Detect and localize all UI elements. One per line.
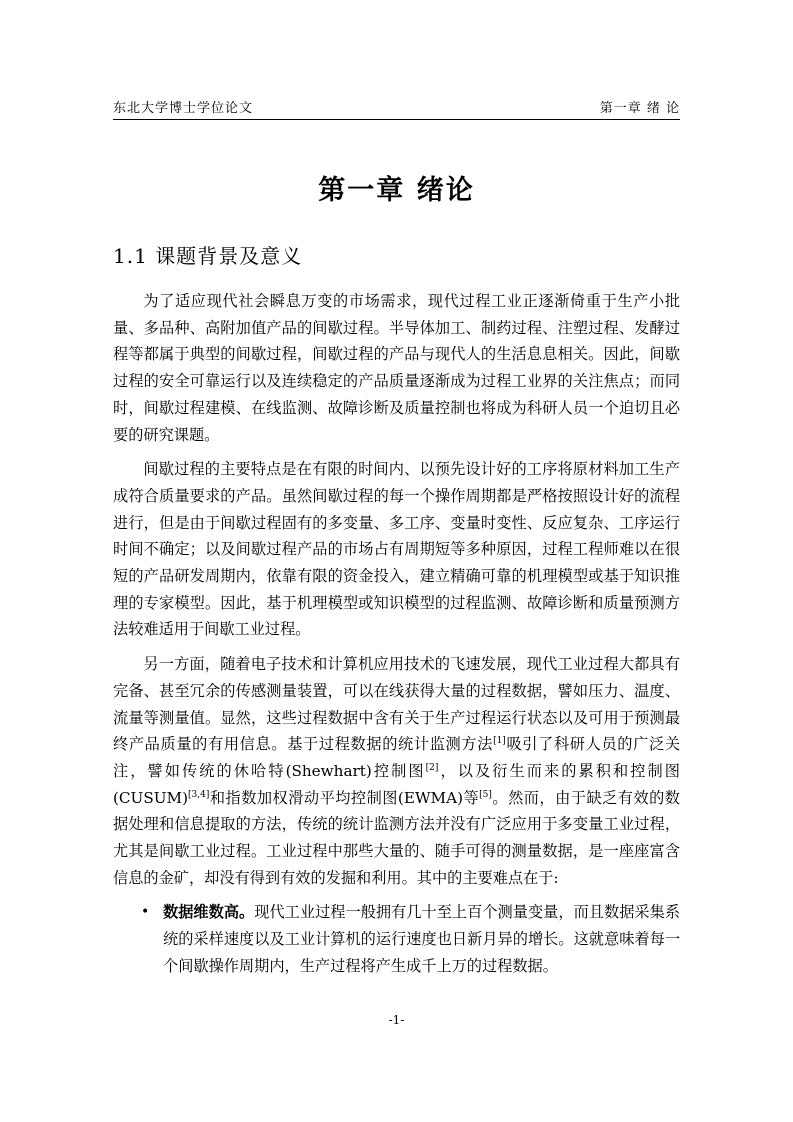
paragraph-3-text: 另一方面，随着电子技术和计算机应用技术的飞速发展，现代工业过程大都具有完备、甚至冗余的传感测量装置，可以在线获得大量的过程数据，譬如压力、温度、流量等测量值。显然，这些过程数据中含有关于生产过程运行状态以及可用于预测最终产品质量的有用信息。基于过程数据的统计监测方法	[113, 655, 680, 754]
citation-ref: [1]	[493, 736, 506, 747]
bullet-lead: 数据维数高。	[163, 903, 255, 922]
paragraph-3	[113, 651, 680, 891]
paragraph-3-text: ，以及衍生而来的累积和控制图(CUSUM)	[113, 761, 680, 807]
paragraph-3-text: 吸引了科研人员的广泛关注，譬如传统的休哈特(Shewhart)控制图	[113, 735, 681, 780]
header-chapter-label: 第一章 绪 论	[599, 101, 680, 116]
paragraph-3-text: 。然而，由于缺乏有效的数据处理和信息提取的方法，传统的统计监测方法并没有广泛应用于多变量工业过程，尤其是间歇工业过程。工业过程中那些大量的、随手可得的测量数据，是一座座富含信息的金矿，却没有得到有效的发掘和利用。其中的主要难点在于:	[113, 788, 680, 887]
citation-ref: [2]	[425, 762, 439, 773]
paragraph-1: 为了适应现代社会瞬息万变的市场需求，现代过程工业正逐渐倚重于生产小批量、多品种、高附加值产品的间歇过程。半导体加工、制药过程、注塑过程、发酵过程等都属于典型的间歇过程，间歇过程的产品与现代人的生活息息相关。因此，间歇过程的安全可靠运行以及连续稳定的产品质量逐渐成为过程工业界的关注焦点；而同时，间歇过程建模、在线监测、故障诊断及质量控制也将成为科研人员一个迫切且必要的研究课题。	[113, 292, 680, 444]
chapter-title: 第一章 绪论	[318, 175, 475, 206]
bullet-item	[113, 899, 680, 979]
section-heading: 1.1 课题背景及意义	[113, 244, 303, 268]
paragraph-3-text: 和指数加权滑动平均控制图(EWMA)等	[209, 788, 480, 807]
citation-ref: [5]	[479, 789, 492, 800]
header-thesis-title: 东北大学博士学位论文	[113, 101, 254, 116]
paragraph-2: 间歇过程的主要特点是在有限的时间内、以预先设计好的工序将原材料加工生产成符合质量要求的产品。虽然间歇过程的每一个操作周期都是严格按照设计好的流程进行，但是由于间歇过程固有的多变量、多工序、变量时变性、反应复杂、工序运行时间不确定；以及间歇过程产品的市场占有周期短等多种原因，过程工程师难以在很短的产品研发周期内，依靠有限的资金投入，建立精确可靠的机理模型或基于知识推理的专家模型。因此，基于机理模型或知识模型的过程监测、故障诊断和质量预测方法较难适用于间歇工业过程。	[113, 460, 680, 639]
page-number: -1-	[388, 1013, 405, 1027]
bullet-text: 现代工业过程一般拥有几十至上百个测量变量，而且数据采集系统的采样速度以及工业计算机的运行速度也日新月异的增长。这就意味着每一个间歇操作周期内，生产过程将产生成千上万的过程数据。	[163, 903, 681, 975]
citation-ref: [3,4]	[188, 789, 210, 800]
bullet-dot-icon: •	[141, 904, 150, 921]
running-header	[113, 97, 680, 120]
body-text	[113, 288, 680, 980]
